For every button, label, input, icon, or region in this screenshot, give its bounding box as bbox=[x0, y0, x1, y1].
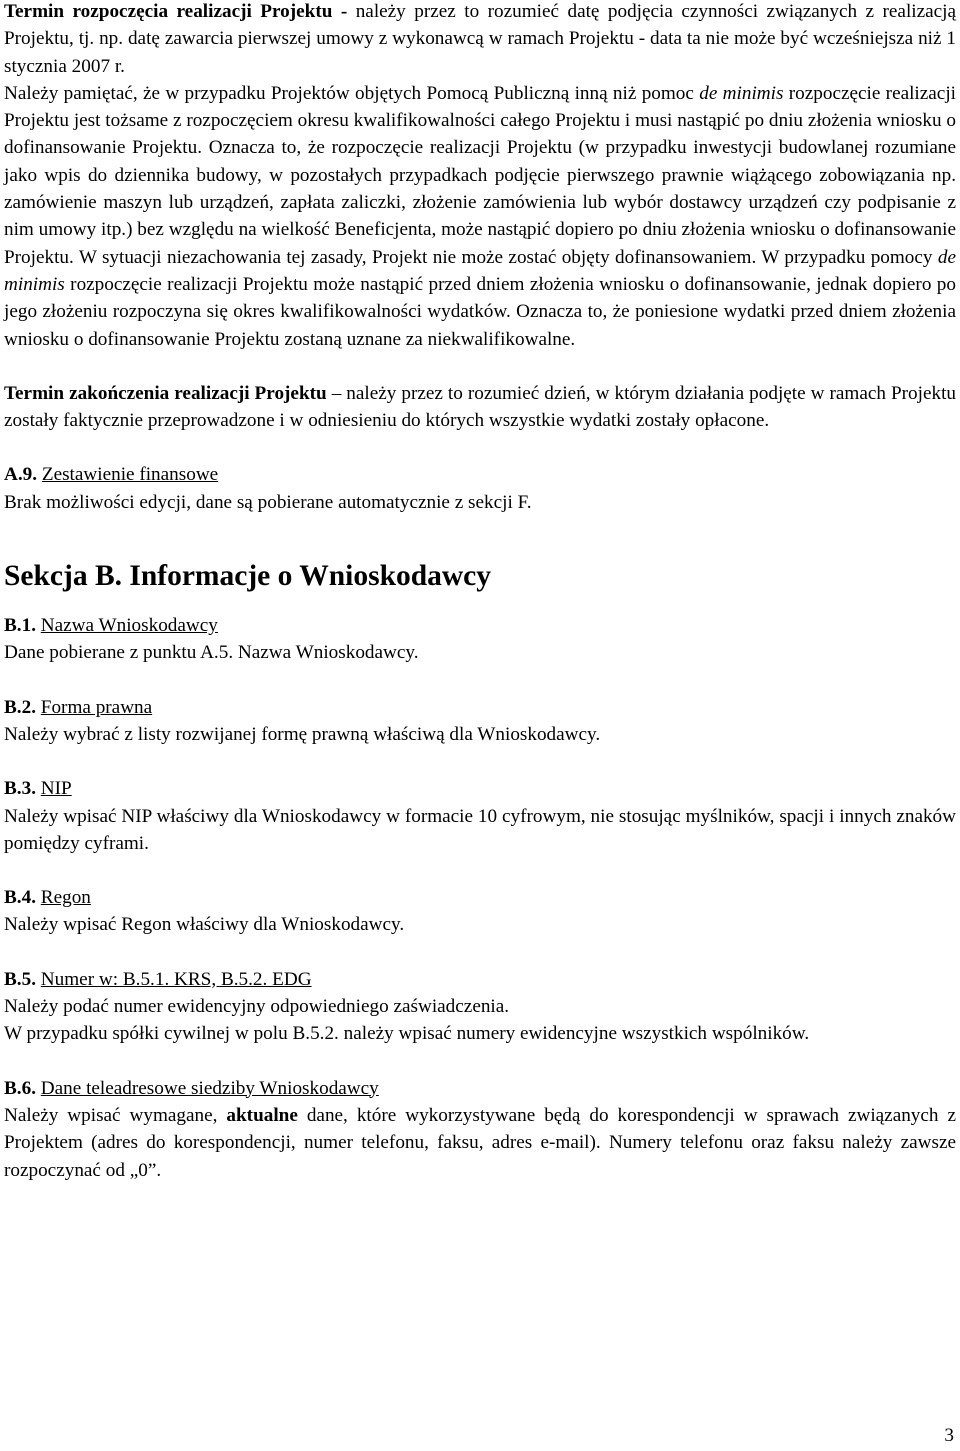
subsection-text-b1: Dane pobierane z punktu A.5. Nazwa Wnioskodawcy. bbox=[4, 642, 419, 664]
subsection-text-b2: Należy wybrać z listy rozwijanej formę prawną właściwą dla Wnioskodawcy. bbox=[4, 723, 601, 745]
subsection-title: Numer w: B.5.1. KRS, B.5.2. EDG bbox=[40, 968, 312, 990]
subsection-number: B.2. bbox=[4, 696, 36, 718]
subsection-heading-b4 bbox=[4, 884, 956, 911]
b6-emphasis: aktualne bbox=[226, 1104, 298, 1126]
subsection-title: Dane teleadresowe siedziby Wnioskodawcy bbox=[40, 1077, 379, 1099]
paragraph-start-date bbox=[4, 0, 956, 80]
subsection-heading-a9 bbox=[4, 461, 956, 488]
paragraph-end-date bbox=[4, 380, 956, 435]
b6-text-2: dane, które wykorzystywane będą do korespondencji w sprawach związanych z Projektem (adres do korespondencji, numer telefonu, faksu, adres e-mail). Numery telefonu oraz faksu należy zawsze rozpoczynać od „0”. bbox=[4, 1104, 956, 1181]
subsection-heading-b6 bbox=[4, 1075, 956, 1102]
subsection-text-b6 bbox=[4, 1102, 956, 1184]
subsection-number: B.6. bbox=[4, 1077, 36, 1099]
subsection-title: Nazwa Wnioskodawcy bbox=[40, 615, 218, 637]
subsection-heading-b2 bbox=[4, 694, 956, 721]
subsection-title: NIP bbox=[40, 778, 72, 800]
subsection-heading-b3 bbox=[4, 775, 956, 802]
de-minimis-term: de minimis bbox=[699, 82, 784, 104]
public-aid-text-3: Oznacza to, że rozpoczęcie realizacji Projektu (w przypadku inwestycji budowlanej rozumiane jako wpis do dziennika budowy, w pozostałych przypadkach podjęcie pierwszego prawnie wiążącego zobowiązania np. zamówienie maszyn lub urządzeń, zapłata zaliczki, złożenie zamówienia lub wybór dostawcy urządzeń czy podpisanie z nim umowy itp.) bez względu na wielkość Beneficjenta, może nastąpić dopiero po dniu złożenia wniosku o dofinansowanie Projektu. W sytuacji niezachowania tej zasady, Projekt nie może zostać objęty dofinansowaniem. W przypadku pomocy bbox=[4, 137, 957, 268]
subsection-title: Forma prawna bbox=[40, 696, 153, 718]
subsection-number: A.9. bbox=[4, 464, 38, 486]
page-number: 3 bbox=[944, 1425, 954, 1446]
subsection-text-a9: Brak możliwości edycji, dane są pobierane automatycznie z sekcji F. bbox=[4, 491, 532, 513]
public-aid-text-1: Należy pamiętać, że w przypadku Projektów objętych Pomocą Publiczną inną niż pomoc bbox=[4, 82, 700, 104]
term-text-end: – należy przez to rozumieć dzień, w którym działania podjęte w ramach Projektu zostały faktycznie przeprowadzone i w odniesieniu do których wszystkie wydatki zostały opłacone. bbox=[4, 382, 956, 432]
term-heading-start: Termin rozpoczęcia realizacji Projektu - bbox=[4, 1, 348, 22]
subsection-number: B.3. bbox=[4, 778, 36, 800]
term-text-start: należy przez to rozumieć datę podjęcia czynności związanych z realizacją Projektu, tj. np. datę zawarcia pierwszej umowy z wykonawcą w ramach Projektu - data ta nie może być wcześniejsza niż 1 stycznia 2007 r. bbox=[4, 1, 957, 77]
subsection-number: B.5. bbox=[4, 968, 36, 990]
document-page bbox=[4, 0, 956, 1184]
subsection-number: B.1. bbox=[4, 615, 36, 637]
subsection-text-b5-2: W przypadku spółki cywilnej w polu B.5.2. należy wpisać numery ewidencyjne wszystkich wspólników. bbox=[4, 1023, 810, 1045]
de-minimis-term: de minimis bbox=[4, 246, 956, 295]
subsection-text-b5-1: Należy podać numer ewidencyjny odpowiedniego zaświadczenia. bbox=[4, 996, 510, 1018]
b6-text-1: Należy wpisać wymagane, bbox=[4, 1104, 227, 1126]
subsection-title: Zestawienie finansowe bbox=[41, 464, 219, 486]
subsection-text-b3: Należy wpisać NIP właściwy dla Wnioskodawcy w formacie 10 cyfrowym, nie stosując myślników, spacji i innych znaków pomiędzy cyframi. bbox=[4, 805, 956, 854]
public-aid-text-2: rozpoczęcie realizacji Projektu jest tożsame z rozpoczęciem okresu kwalifikowalności całego Projektu i musi nastąpić po dniu złożenia wniosku o dofinansowanie Projektu. bbox=[4, 82, 956, 159]
subsection-title: Regon bbox=[40, 887, 91, 909]
section-title: Sekcja B. Informacje o Wnioskodawcy bbox=[4, 560, 492, 593]
paragraph-public-aid bbox=[4, 80, 956, 353]
public-aid-text-4: rozpoczęcie realizacji Projektu może nastąpić przed dniem złożenia wniosku o dofinansowanie, jednak dopiero po jego złożeniu rozpoczyna się okres kwalifikowalności wydatków. Oznacza to, że poniesione wydatki przed dniem złożenia wniosku o dofinansowanie Projektu zostaną uznane za niekwalifikowalne. bbox=[4, 273, 956, 350]
subsection-heading-b1 bbox=[4, 612, 956, 639]
subsection-number: B.4. bbox=[4, 887, 36, 909]
subsection-heading-b5 bbox=[4, 966, 956, 993]
subsection-text-b4: Należy wpisać Regon właściwy dla Wnioskodawcy. bbox=[4, 914, 405, 936]
term-heading-end: Termin zakończenia realizacji Projektu bbox=[4, 382, 327, 404]
